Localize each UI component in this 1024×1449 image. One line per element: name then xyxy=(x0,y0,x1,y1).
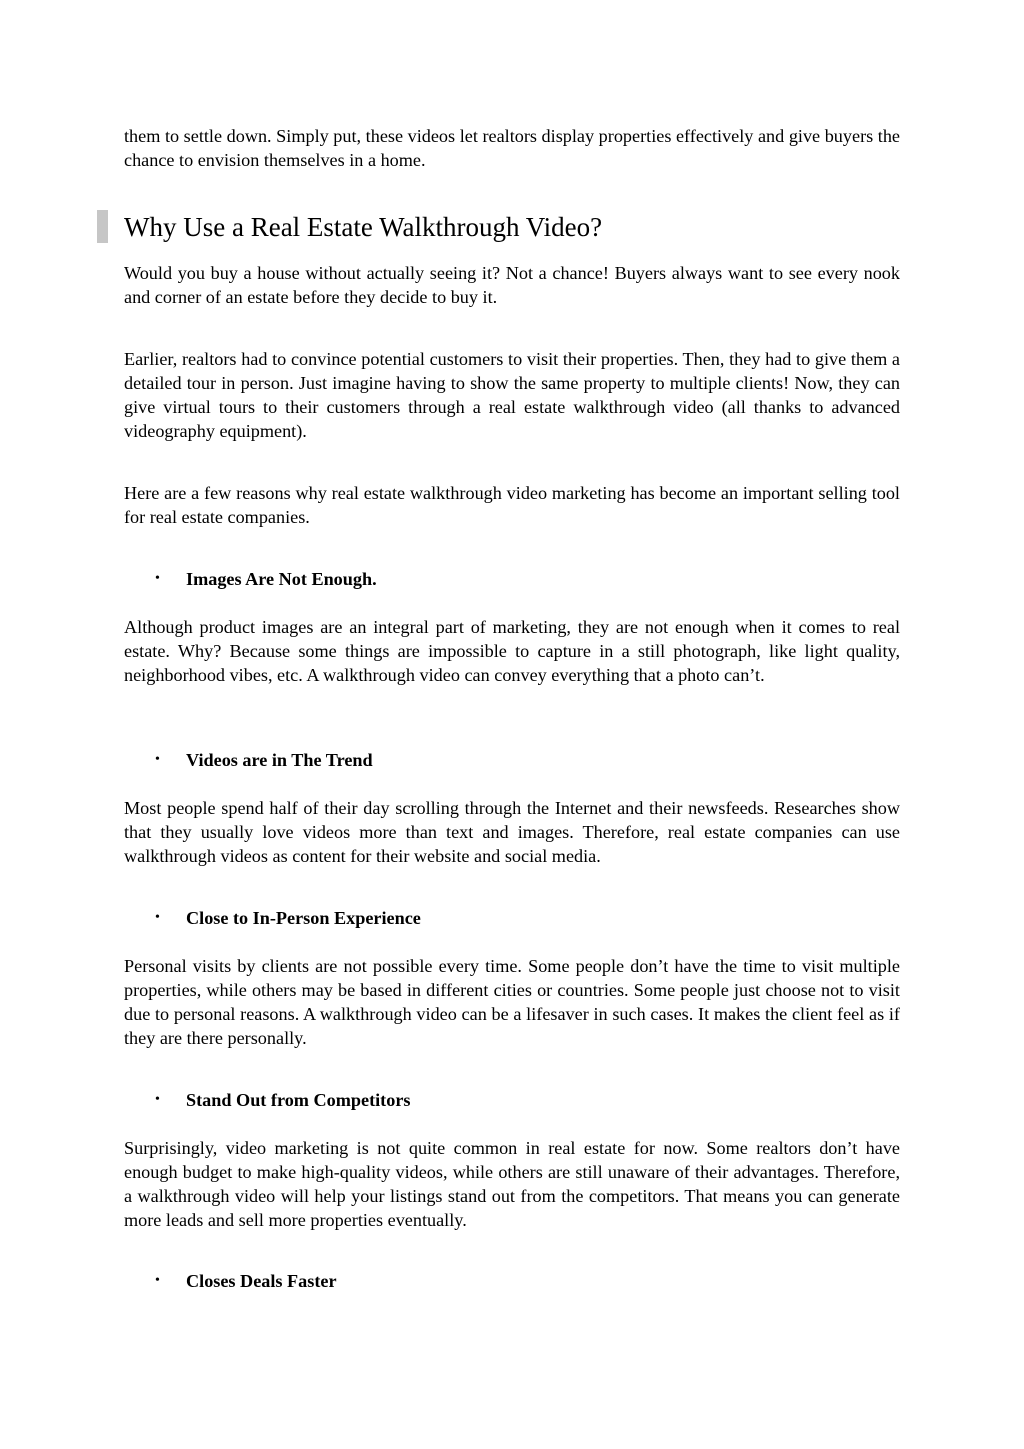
section-heading: Why Use a Real Estate Walkthrough Video? xyxy=(124,212,603,242)
point-title: Videos are in The Trend xyxy=(186,750,373,770)
heading-accent-bar xyxy=(97,210,108,243)
paragraph-2: Earlier, realtors had to convince potential customers to visit their properties. Then, they had to give them a detailed tour in person. Just imagine having to show the same property to multiple clients! Now, they can give virtual tours to their customers through a real estate walkthrough video (all thanks to advanced videography equipment). xyxy=(124,349,900,441)
bullet-icon: • xyxy=(155,1092,160,1107)
bullet-icon: • xyxy=(155,752,160,767)
point-title: Stand Out from Competitors xyxy=(186,1090,411,1110)
point-body: Personal visits by clients are not possible every time. Some people don’t have the time to visit multiple properties, while others may be based in different cities or countries. Some people just choose not to visit due to personal reasons. A walkthrough video can be a lifesaver in such cases. It makes the client feel as if they are there personally. xyxy=(124,956,900,1048)
bullet-icon: • xyxy=(155,910,160,925)
bullet-icon: • xyxy=(155,1273,160,1288)
paragraph-3: Here are a few reasons why real estate walkthrough video marketing has become an important selling tool for real estate companies. xyxy=(124,483,900,527)
point-body: Surprisingly, video marketing is not quite common in real estate for now. Some realtors don’t have enough budget to make high-quality videos, while others are still unaware of their advantages. Therefore, a walkthrough video will help your listings stand out from the competitors. That means you can generate more leads and sell more properties eventually. xyxy=(124,1138,900,1230)
point-body: Most people spend half of their day scrolling through the Internet and their newsfeeds. Researches show that they usually love videos more than text and images. Therefore, real estate companies can use walkthrough videos as content for their website and social media. xyxy=(124,798,900,866)
paragraph-1: Would you buy a house without actually seeing it? Not a chance! Buyers always want to see every nook and corner of an estate before they decide to buy it. xyxy=(124,263,900,307)
intro-paragraph: them to settle down. Simply put, these videos let realtors display properties effectively and give buyers the chance to envision themselves in a home. xyxy=(124,126,900,170)
point-title: Images Are Not Enough. xyxy=(186,569,377,589)
point-title: Close to In-Person Experience xyxy=(186,908,421,928)
bullet-icon: • xyxy=(155,571,160,586)
point-title: Closes Deals Faster xyxy=(186,1271,337,1291)
point-body: Although product images are an integral part of marketing, they are not enough when it comes to real estate. Why? Because some things are impossible to capture in a still photograph, like light quality, neighborhood vibes, etc. A walkthrough video can convey everything that a photo can’t. xyxy=(124,617,900,685)
